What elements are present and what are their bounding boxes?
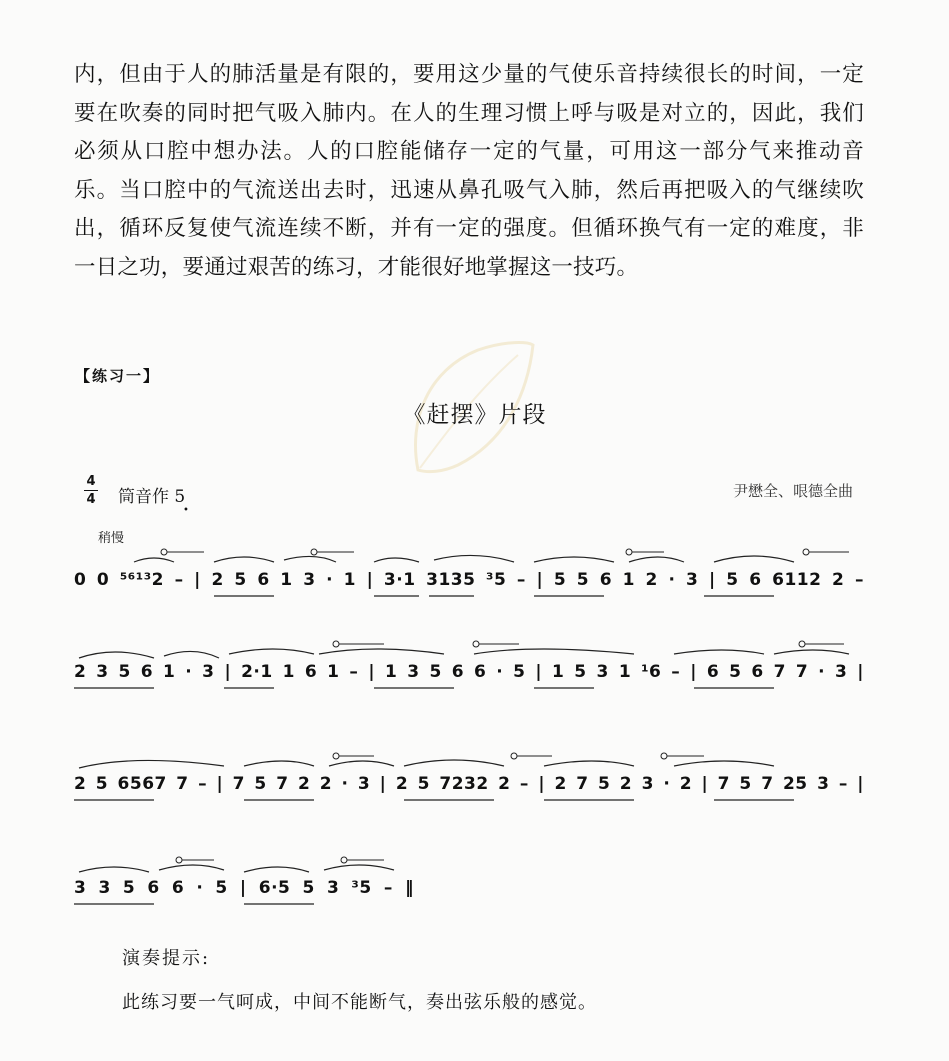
hint-title: 演奏提示:	[122, 948, 211, 969]
paragraph-line: 必须从口腔中想办法。人的口腔能储存一定的气量，可用这一部分气来推动音	[74, 139, 864, 165]
key-signature: 筒音作 5 •	[118, 487, 189, 516]
hint-text: 此练习要一气呵成，中间不能断气，奏出弦乐般的感觉。	[122, 992, 597, 1013]
time-signature	[84, 474, 98, 507]
paragraph-line: 要在吹奏的同时把气吸入肺内。在人的生理习惯上呼与吸是对立的，因此，我们	[74, 100, 864, 126]
exercise-label: 【练习一】	[75, 367, 161, 385]
time-signature-bottom: 4	[86, 492, 96, 507]
time-signature-top: 4	[86, 474, 96, 489]
score-row-1	[74, 548, 864, 618]
composer-credit: 尹懋全、哏德全曲	[732, 482, 853, 500]
score-row-3	[74, 752, 864, 822]
paragraph-line: 一日之功，要通过艰苦的练习，才能很好地掌握这一技巧。	[74, 254, 639, 280]
piece-title: 《赶摆》片段	[402, 402, 547, 428]
body-paragraph	[74, 56, 864, 288]
tempo-marking: 稍慢	[98, 531, 125, 546]
score-row-4	[74, 856, 434, 926]
paragraph-line: 出，循环反复使气流连续不断，并有一定的强度。但循环换气有一定的难度，非	[74, 216, 864, 242]
row4-notes: 3 3 5 6 6 · 5 | 6·5 5 3 ³5 – ‖	[74, 878, 414, 898]
key-note: 筒音作 5	[118, 487, 186, 507]
row1-notes: 0 0 ⁵⁶¹³2 – | 2 5 6 1 3 · 1 | 3·1 3135 ³5 – | 5 5 6 1 2 · 3 | 5 6 6112 2 –	[74, 570, 864, 590]
row3-notes: 2 5 6567 7 – | 7 5 7 2 2 · 3 | 2 5 7232 2 – | 2 7 5 2 3 · 2 | 7 5 7 25 3 – |	[74, 774, 864, 794]
paragraph-line: 内，但由于人的肺活量是有限的，要用这少量的气使乐音持续很长的时间，一定	[74, 62, 864, 87]
row2-notes: 2 3 5 6 1 · 3 | 2·1 1 6 1 – | 1 3 5 6 6 · 5 | 1 5 3 1 ¹6 – | 6 5 6 7 7 · 3 |	[74, 662, 864, 682]
score-row-2	[74, 640, 864, 710]
paragraph-line: 乐。当口腔中的气流送出去时，迅速从鼻孔吸气入肺，然后再把吸入的气继续吹	[74, 177, 864, 203]
